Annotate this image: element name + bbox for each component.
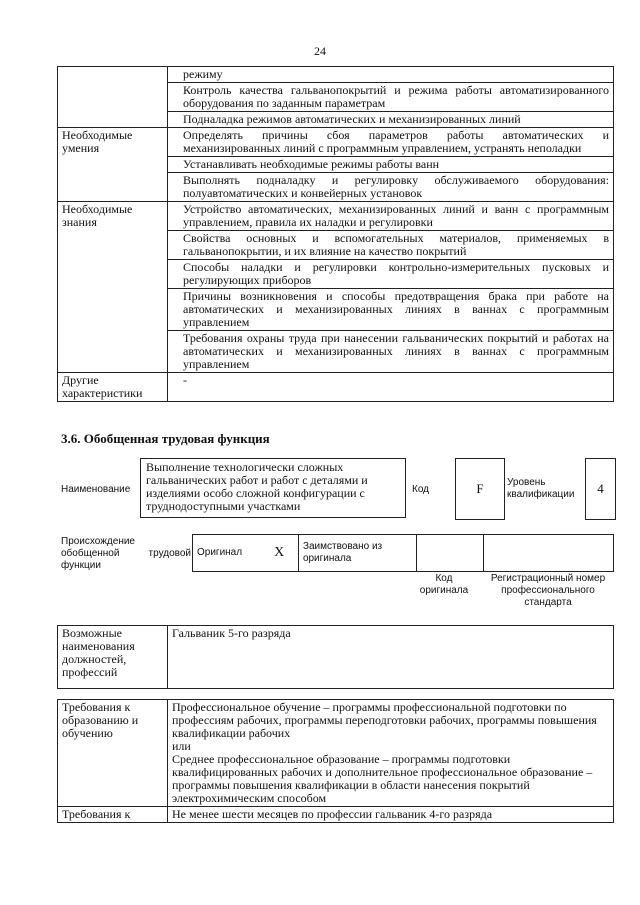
requirements-table: [57, 699, 614, 823]
reg-number-cell: [483, 535, 613, 572]
experience-label: Требования к: [58, 807, 168, 823]
table-cell: режиму: [168, 67, 614, 83]
positions-label: Возможные наименования должностей, профессий: [58, 626, 168, 689]
row-label: [58, 67, 168, 128]
education-value: [168, 700, 614, 807]
original-label: Оригинал: [193, 535, 261, 572]
function-name-value: Выполнение технологически сложных гальванических работ и работ с деталями и изделиями особо сложной конфигурации с труднодоступными участками: [140, 458, 406, 518]
level-value: 4: [585, 458, 616, 520]
skills-knowledge-table: [57, 66, 614, 402]
table-cell: Устанавливать необходимые режимы работы ванн: [168, 157, 614, 173]
table-cell: Свойства основных и вспомогательных материалов, применяемых в гальванопокрытии, и их влияние на качество покрытий: [168, 231, 614, 260]
reg-number-caption: Регистрационный номер профессионального стандарта: [490, 573, 606, 608]
row-label-knowledge: Необходимые знания: [58, 202, 168, 373]
section-title: 3.6. Обобщенная трудовая функция: [61, 431, 270, 446]
table-cell: Требования охраны труда при нанесении гальванических покрытий и работах на автоматических и механизированных линиях в ваннах с программным управлением: [168, 331, 614, 373]
code-value: F: [455, 458, 505, 520]
table-cell: Устройство автоматических, механизированных линий и ванн с программным управлением, правила их наладки и регулировки: [168, 202, 614, 231]
origin-table: [192, 534, 614, 572]
borrowed-label: Заимствовано из оригинала: [298, 535, 416, 572]
table-cell: Причины возникновения и способы предотвращения брака при работе на автоматических и механизированных линиях в ваннах с программным управлением: [168, 289, 614, 331]
table-cell: -: [168, 373, 614, 402]
level-label: Уровень квалификации: [507, 477, 575, 500]
row-label-other: Другие характеристики: [58, 373, 168, 402]
table-cell: Подналадка режимов автоматических и механизированных линий: [168, 112, 614, 128]
table-cell: Контроль качества гальванопокрытий и режима работы автоматизированного оборудования по заданным параметрам: [168, 83, 614, 112]
experience-value: Не менее шести месяцев по профессии гальваник 4-го разряда: [168, 807, 614, 823]
education-label: Требования к образованию и обучению: [58, 700, 168, 807]
original-code-cell: [416, 535, 483, 572]
positions-table: [57, 625, 614, 689]
education-line: или: [172, 739, 191, 753]
page-number: 24: [314, 44, 326, 58]
code-label: Код: [412, 484, 430, 495]
table-cell: Определять причины сбоя параметров работы автоматических и механизированных линий с программным управлением, устранять неполадки: [168, 128, 614, 157]
origin-label: Происхождение обобщенной трудовой функции: [61, 536, 191, 571]
code-original-caption: Код оригинала: [419, 573, 469, 596]
name-label: Наименование: [61, 484, 131, 495]
table-cell: Способы наладки и регулировки контрольно-измерительных пусковых и регулирующих приборов: [168, 260, 614, 289]
education-line: Профессиональное обучение – программы профессиональной подготовки по профессиям рабочих, программы переподготовки рабочих, программы повышения квалификации рабочих: [172, 700, 597, 740]
original-mark: X: [261, 535, 299, 572]
table-cell: Выполнять подналадку и регулировку обслуживаемого оборудования: полуавтоматических и конвейерных установок: [168, 173, 614, 202]
positions-value: Гальваник 5-го разряда: [168, 626, 614, 689]
row-label-skills: Необходимые умения: [58, 128, 168, 202]
education-line: Среднее профессиональное образование – программы подготовки квалифицированных рабочих и дополнительное профессиональное образование – программы повышения квалификации в области нанесения покрытий электрохимическим способом: [172, 752, 593, 805]
